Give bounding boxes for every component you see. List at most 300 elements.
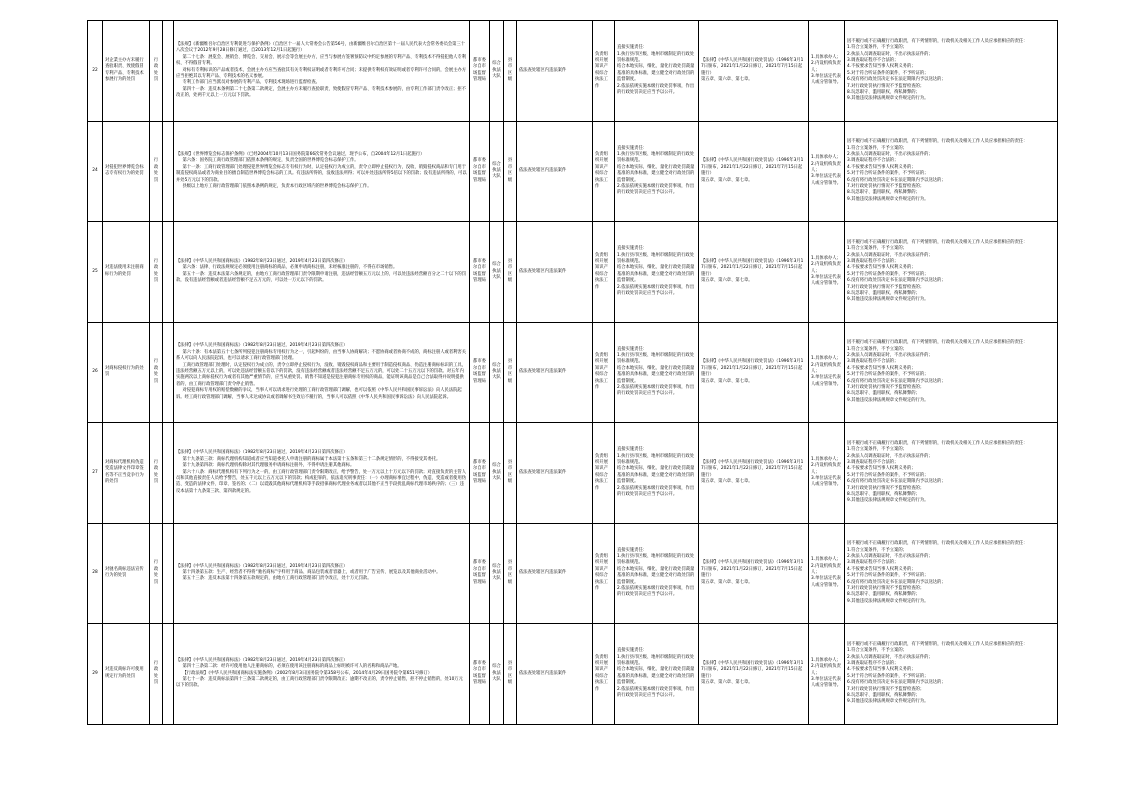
responsibility-cell (615, 322, 699, 423)
accountability-cell (809, 624, 845, 725)
text-line: 直接实施责任： (617, 45, 648, 51)
object-cell (517, 523, 593, 624)
subject-cell (470, 322, 490, 423)
text-line: 第四十一条：违反本条例第二十七条第二款规定，会展主办方未履行查验职责，致使假冒专利产品、专利技术参展的，由专利工作部门责令改正；拒不改正的，处两千元以上一万元以下罚款。 (176, 86, 467, 99)
text-line: 6.没有将行政处罚决定书在法定期限内予以送达的； (847, 278, 946, 284)
text-line: 5.对于符合听证条件的案件，不予听证的； (847, 171, 929, 177)
text-line: 对标有专利标识的产品或者技术，会展主办方应当查验其有关专利权证明或者专利许可合同；未提供专利权有效证明或者专利许可合同的，会展主办方应当拒绝其以专利产品、专利技术的名义参展。 (176, 67, 467, 79)
category-cell (150, 624, 163, 725)
fault-cell (845, 21, 1058, 122)
legal-basis-text (176, 259, 467, 285)
table-row (88, 624, 1058, 725)
subject-cell (470, 21, 490, 122)
text-line: 第五十一条：违反本法第六条规定的，由地方工商行政管理部门责令限期申请注册，违法经营额五万元以上的，可以处违法经营额百分之二十以下的罚款，没有违法经营额或者违法经营额不足五万元的，可以处一万元以下的罚款。 (176, 271, 467, 284)
row-number: 24 (92, 168, 98, 174)
text-line: 因不履行或不正确履行行政职责，有下列情形的，行政机关及相关工作人员应承担相应的责任： (847, 440, 1028, 446)
text-line: 5.对于符合听证条件的案件，不予听证的； (847, 372, 929, 378)
exercise-level: 县市区级 (507, 258, 513, 284)
fault-cell (845, 523, 1058, 624)
row-number-cell (88, 222, 103, 323)
text-line: 2.执法人员调查取证时，不出示执法证件的； (847, 554, 933, 560)
text-line: 1.符合立案条件，不予立案的； (847, 648, 907, 654)
text-line: 直接实施责任： (617, 547, 648, 553)
subject-cell (470, 423, 490, 524)
text-line: 结合本地实际，细化、量化行政处罚裁量基准的具体标准，建立健全对行政处罚的监督制度。 (617, 365, 695, 384)
spacer-cell (163, 523, 174, 624)
text-line: 2.执法人员调查取证时，不出示执法证件的； (847, 453, 933, 459)
table-row (88, 423, 1058, 524)
text-line: 结合本地实际，细化、量化行政处罚裁量基准的具体标准，建立健全对行政处罚的监督制度。 (617, 566, 695, 585)
text-line: 2.执法人员调查取证时，不出示执法证件的； (847, 252, 933, 258)
category-cell (150, 523, 163, 624)
text-line: 6.没有将行政处罚决定书在法定期限内予以送达的； (847, 479, 946, 485)
table-row (88, 523, 1058, 624)
fault-text (847, 240, 1055, 304)
unit-cell (490, 322, 504, 423)
exercise-content: 依法查处辖区内违法案件 (519, 469, 567, 475)
text-line: 第五章、第六章、第七章。 (701, 378, 753, 384)
responsible-dept: 负责组织开展知识产权综合执法工作 (595, 554, 608, 592)
text-line: 4.不按要求告知当事人权利义务的； (847, 667, 916, 673)
responsibility-basis-text (701, 359, 806, 385)
text-line: 2.执法人员调查取证时，不出示执法证件的； (847, 353, 933, 359)
responsibility-basis-cell (699, 21, 809, 122)
responsibility-basis-cell (699, 322, 809, 423)
text-line: 3.调查取证程序不合法的； (847, 459, 899, 465)
text-line: 7.对行政处罚执行情况不予监督检查的； (847, 385, 925, 391)
item-name-cell (103, 222, 150, 323)
text-line: 第五章、第六章、第七章。 (701, 177, 753, 183)
fault-text (847, 340, 1055, 404)
text-line: 2.依法依规实施本级行政处罚事项，作出的行政处罚决定应当予以公开。 (617, 385, 695, 397)
text-line: 第五章、第六章、第七章。 (701, 579, 753, 585)
category-cell (150, 121, 163, 222)
text-line: 第四十三条第二款：经许可使用他人注册商标的，必须在使用该注册商标的商品上标明被许可人的名称和商品产地。 (182, 664, 402, 670)
text-line: 1.具体承办人； (811, 557, 841, 563)
row-number-cell (88, 523, 103, 624)
text-line: 【法律】《中华人民共和国商标法》（1982年8月23日通过，2019年4月23日第四次修正） (176, 563, 348, 569)
accountability-cell (809, 423, 845, 524)
text-line: 5.对于符合听证条件的案件，不予听证的； (847, 573, 929, 579)
category-cell (150, 423, 163, 524)
category-cell (150, 222, 163, 323)
text-line: 3.单位法定代表人或分管领导。 (811, 274, 842, 287)
level-cell (504, 322, 517, 423)
text-line: 专利工作部门应当派员对参展的专利产品、专利技术现场进行监督检查。 (182, 80, 320, 86)
text-line: 1.符合立案条件，不予立案的； (847, 145, 907, 151)
legal-basis-cell (174, 21, 470, 122)
fault-text (847, 441, 1055, 505)
row-number-cell (88, 121, 103, 222)
text-line: 8.玩忽职守、滥用职权、徇私舞弊的； (847, 391, 920, 397)
text-line: 6.没有将行政处罚决定书在法定期限内予以送达的； (847, 680, 946, 686)
text-line: 7.对行政处罚执行情况不予监督检查的； (847, 485, 925, 491)
category: 行政处罚 (153, 158, 159, 183)
text-line: 5.对于符合听证条件的案件，不予听证的； (847, 472, 929, 478)
text-line: 1.执行县市区级、地州市级制定的行政处罚标准规范。 (617, 453, 695, 465)
text-line: 4.不按要求告知当事人权利义务的； (847, 566, 916, 572)
responsibility-basis-cell (699, 121, 809, 222)
text-line: 结合本地实际，细化、量化行政处罚裁量基准的具体标准，建立健全对行政处罚的监督制度。 (617, 164, 695, 183)
responsibility-text (617, 347, 696, 398)
responsibility-text (617, 648, 696, 699)
text-line: 8.玩忽职守、滥用职权、徇私舞弊的； (847, 290, 920, 296)
text-line: 3.调查取证程序不合法的； (847, 560, 899, 566)
text-line: 【法律】《中华人民共和国行政处罚法》（1996年3月17日颁布，2021年1月22日修订，2021年7月15日起施行） (701, 560, 804, 579)
text-line: 7.对行政处罚执行情况不予监督检查的； (847, 686, 925, 692)
text-line: 第十四条第五款：生产、经营者不得将“驰名商标”字样用于商品、商品包装或者容器上，或者用于广告宣传、展览以及其他商业活动中。 (182, 570, 441, 576)
item-name: 对驰名商标违法宣传行为的处罚 (105, 566, 144, 579)
text-line: 结合本地实际，细化、量化行政处罚裁量基准的具体标准，建立健全对行政处罚的监督制度。 (617, 667, 695, 686)
responsibility-cell (615, 121, 699, 222)
unit-cell (490, 523, 504, 624)
text-line: 1.执行县市区级、地州市级制定的行政处罚标准规范。 (617, 51, 695, 63)
exercise-content: 依法查处辖区内违法案件 (519, 168, 567, 174)
exercise-level: 县市区级 (507, 660, 513, 686)
implementing-subject: 都市委尔自市场监督管理局 (473, 57, 486, 83)
text-line: 2.内设机构负责人； (811, 61, 841, 73)
text-line: 【法律】《中华人民共和国商标法》（1982年8月23日通过，2019年4月23日第四次修正） (176, 343, 348, 349)
category: 行政处罚 (153, 560, 159, 585)
category: 行政处罚 (153, 660, 159, 686)
dept-cell (593, 423, 615, 524)
responsibility-basis-text (701, 661, 806, 687)
text-line: 【法规】《世界博览会标志保护条例》（已经2004年10月13日国务院第66次常务会议通过，现予公布，自2004年12月1日起施行） (176, 152, 425, 158)
text-line: 1.具体承办人； (811, 456, 841, 462)
unit-cell (490, 624, 504, 725)
accountability-cell (809, 523, 845, 624)
text-line: 3.单位法定代表人或分管领导。 (811, 174, 842, 186)
text-line: 【法律】《中华人民共和国行政处罚法》（1996年3月17日颁布，2021年1月22日修订，2021年7月15日起施行） (701, 258, 804, 277)
unit-cell (490, 423, 504, 524)
text-line: 第十九条第三款：商标代理机构知道或者应当知道委托人申请注册的商标属于本法第十五条和第三十二条规定情形的，不得接受其委托。 (182, 456, 441, 462)
responsible-dept: 负责组织开展知识产权综合执法工作 (595, 654, 608, 692)
text-line: 2.内设机构负责人； (811, 161, 841, 174)
legal-basis-cell (174, 423, 470, 524)
text-line: 4.不按要求告知当事人权利义务的； (847, 466, 916, 472)
text-line: 9.其他违反法律法规规章文件规定的行为。 (847, 397, 929, 403)
text-line: 3.调查取证程序不合法的； (847, 359, 899, 365)
responsibility-basis-cell (699, 222, 809, 323)
text-line: 【法律】《中华人民共和国行政处罚法》（1996年3月17日颁布，2021年1月22日修订，2021年7月15日起施行） (701, 57, 804, 76)
responsibility-basis-text (701, 259, 806, 285)
implementing-unit: 综合执法大队 (492, 664, 501, 682)
item-name: 对企業主办方未履行查验职责、致使假冒专利产品、专利技术参展行为的处罚 (105, 57, 144, 83)
category-cell (150, 21, 163, 122)
text-line: 2.依法依规实施本级行政处罚事项，作出的行政处罚决定应当予以公开。 (617, 586, 695, 598)
text-line: 1.执行县市区级、地州市级制定的行政处罚标准规范。 (617, 252, 695, 264)
row-number: 25 (92, 268, 98, 274)
fault-cell (845, 624, 1058, 725)
legal-basis-text (176, 343, 467, 401)
legal-basis-text (176, 658, 467, 690)
implementing-unit: 综合执法大队 (492, 61, 501, 79)
legal-basis-text (176, 152, 467, 190)
text-line: 8.玩忽职守、滥用职权、徇私舞弊的； (847, 89, 920, 95)
accountability-text (811, 55, 842, 87)
responsibility-cell (615, 423, 699, 524)
object-cell (517, 322, 593, 423)
category: 行政处罚 (153, 57, 159, 83)
text-line: 3.调查取证程序不合法的； (847, 258, 899, 264)
text-line: 【行政法规】《中华人民共和国商标法实施条例》（2002年8月3日国务院令第358号公布，2014年4月29日国务院令第651号修订） (182, 670, 433, 676)
text-line: 6.没有将行政处罚决定书在法定期限内予以送达的； (847, 579, 946, 585)
text-line: 6.没有将行政处罚决定书在法定期限内予以送达的； (847, 177, 946, 183)
implementing-subject: 都市委尔自市场监督管理局 (473, 560, 486, 585)
object-cell (517, 21, 593, 122)
text-line: 4.不按要求告知当事人权利义务的； (847, 365, 916, 371)
exercise-content: 依法查处辖区内违法案件 (519, 67, 567, 73)
exercise-level: 县市区级 (507, 560, 513, 585)
text-line: 第五章、第六章、第七章。 (701, 77, 753, 83)
text-line: 2.依法依规实施本级行政处罚事项，作出的行政处罚决定应当予以公开。 (617, 184, 695, 196)
text-line: 第七十一条：违反商标法第四十三条第二款规定的，由工商行政管理部门责令限期改正；逾期不改正的，责令停止销售，拒不停止销售的，处10万元以下的罚款。 (176, 676, 463, 689)
text-line: 1.具体承办人； (811, 155, 841, 161)
text-line: 7.对行政处罚执行情况不予监督检查的； (847, 586, 925, 592)
dept-cell (593, 322, 615, 423)
text-line: 1.符合立案条件，不予立案的； (847, 547, 907, 553)
item-name-cell (103, 21, 150, 122)
spacer-cell (163, 222, 174, 323)
item-name: 对商标侵权行为的处罚 (105, 365, 144, 378)
category: 行政处罚 (153, 459, 159, 485)
item-name-cell (103, 423, 150, 524)
text-line: 结合本地实际，细化、量化行政处罚裁量基准的具体标准，建立健全对行政处罚的监督制度。 (617, 265, 695, 284)
row-number: 29 (92, 670, 98, 676)
subject-cell (470, 222, 490, 323)
text-line: 3.单位法定代表人或分管领导。 (811, 73, 842, 86)
text-line: 7.对行政处罚执行情况不予监督检查的； (847, 284, 925, 290)
implementing-unit: 综合执法大队 (492, 563, 501, 582)
unit-cell (490, 121, 504, 222)
text-line: 4.不按要求告知当事人权利义务的； (847, 164, 916, 170)
responsibility-text (617, 45, 696, 96)
accountability-text (811, 557, 842, 589)
text-line: 因不履行或不正确履行行政职责，有下列情形的，行政机关及相关工作人员应承担相应的责任： (847, 340, 1028, 346)
category-cell (150, 322, 163, 423)
accountability-text (811, 256, 842, 288)
accountability-text (811, 658, 842, 690)
text-line: 直接实施责任： (617, 246, 648, 252)
text-line: 【法律】《中华人民共和国商标法》（1982年8月23日通过，2019年4月23日第四次修正） (176, 657, 348, 663)
implementing-subject: 都市委尔自市场监督管理局 (473, 158, 486, 183)
text-line: 7.对行政处罚执行情况不予监督检查的； (847, 83, 925, 89)
unit-cell (490, 222, 504, 323)
text-line: 因不履行或不正确履行行政职责，有下列情形的，行政机关及相关工作人员应承担相应的责任： (847, 239, 1028, 245)
item-name: 对违法使用未注册商标行为的处罚 (105, 265, 144, 277)
implementing-subject: 都市委尔自市场监督管理局 (473, 660, 486, 686)
dept-cell (593, 121, 615, 222)
responsibility-cell (615, 523, 699, 624)
legal-basis-text (176, 42, 467, 100)
text-line: 2.内设机构负责人； (811, 362, 841, 375)
row-number-cell (88, 423, 103, 524)
text-line: 9.其他违反法律法规规章文件规定的行为。 (847, 598, 929, 604)
dept-cell (593, 222, 615, 323)
responsibility-text (617, 447, 696, 498)
legal-basis-cell (174, 222, 470, 323)
text-line: 9.其他违反法律法规规章文件规定的行为。 (847, 196, 929, 202)
text-line: 3.单位法定代表人或分管领导。 (811, 375, 842, 387)
text-line: 2.依法依规实施本级行政处罚事项，作出的行政处罚决定应当予以公开。 (617, 485, 695, 497)
text-line: 6.没有将行政处罚决定书在法定期限内予以送达的； (847, 378, 946, 384)
text-line: 6.没有将行政处罚决定书在法定期限内予以送达的； (847, 77, 946, 83)
table-row (88, 222, 1058, 323)
responsibility-text (617, 548, 696, 599)
text-line: 【法规】《新疆维吾尔自治区专利促进与保护条例》（自治区十一届人大常委会公告第56号，由新疆维吾尔自治区第十一届人民代表大会常务委员会第三十八次会议于2012年9月28日修订通过，自2013年12月1日起施行） (176, 41, 466, 54)
text-line: 第六十条：有本法第五十七条所列侵犯注册商标专用权行为之一，引起纠纷的，由当事人协商解决；不愿协商或者协商不成的，商标注册人或者利害关系人可以向人民法院起诉，也可以请求工商行政管理部门处理。 (176, 349, 467, 362)
spacer-cell (163, 21, 174, 122)
exercise-level: 县市区级 (507, 459, 513, 485)
responsibility-basis-text (701, 560, 806, 586)
text-line: 9.其他违反法律法规规章文件规定的行为。 (847, 96, 929, 102)
text-line: 1.执行县市区级、地州市级制定的行政处罚标准规范。 (617, 554, 695, 566)
category: 行政处罚 (153, 359, 159, 384)
exercise-level: 县市区级 (507, 57, 513, 83)
text-line: 【法律】《中华人民共和国行政处罚法》（1996年3月17日颁布，2021年1月22日修订，2021年7月15日起施行） (701, 359, 804, 378)
responsibility-cell (615, 624, 699, 725)
level-cell (504, 222, 517, 323)
legal-basis-text (176, 450, 467, 495)
responsible-dept: 负责组织开展知识产权综合执法工作 (595, 152, 608, 190)
text-line: 结合本地实际，细化、量化行政处罚裁量基准的具体标准，建立健全对行政处罚的监督制度。 (617, 64, 695, 83)
subject-cell (470, 523, 490, 624)
spacer-cell (163, 624, 174, 725)
text-line: 1.执行县市区级、地州市级制定的行政处罚标准规范。 (617, 152, 695, 164)
text-line: 9.其他违反法律法规规章文件规定的行为。 (847, 699, 929, 705)
item-name: 对违反商标许可使用规定行为的处罚 (105, 667, 144, 679)
row-number: 27 (92, 469, 98, 475)
fault-cell (845, 322, 1058, 423)
implementing-subject: 都市委尔自市场监督管理局 (473, 359, 486, 384)
level-cell (504, 121, 517, 222)
exercise-level: 县市区级 (507, 158, 513, 183)
text-line: 2.内设机构负责人； (811, 463, 841, 475)
text-line: 【法律】《中华人民共和国商标法》（1982年8月23日通过，2019年4月23日第四次修正） (176, 258, 348, 264)
text-line: 5.对于符合听证条件的案件，不予听证的； (847, 673, 929, 679)
responsible-dept: 负责组织开展知识产权综合执法工作 (595, 252, 608, 290)
table-row (88, 322, 1058, 423)
accountability-text (811, 356, 842, 388)
text-line: 因不履行或不正确履行行政职责，有下列情形的，行政机关及相关工作人员应承担相应的责任： (847, 139, 1028, 145)
text-line: 【法律】《中华人民共和国行政处罚法》（1996年3月17日颁布，2021年1月22日修订，2021年7月15日起施行） (701, 158, 804, 177)
text-line: 第六条：国务院工商行政管理部门依照本条例的规定，负责全国的世界博览会标志保护工作。 (182, 158, 359, 164)
spacer-cell (163, 322, 174, 423)
implementing-subject: 都市委尔自市场监督管理局 (473, 459, 486, 485)
subject-cell (470, 121, 490, 222)
text-line: 8.玩忽职守、滥用职权、徇私舞弊的； (847, 190, 920, 196)
text-line: 第六十八条：商标代理机构有下列行为之一的，由工商行政管理部门责令限期改正，给予警告，处一万元以上十万元以下的罚款；对直接负责的主管人员和其他直接责任人员给予警告，处五千元以上五万元以下的罚款；构成犯罪的，依法追究刑事责任：（一）办理商标事宜过程中，伪造、变造或者使用伪造、变造的法律文件、印章、签名的；（二）以诋毁其他商标代理机构等手段招徕商标代理业务或者以其他不正当手段扰乱商标代理市场秩序的；（三）违反本法第十九条第三款、第四款规定的。 (176, 469, 467, 494)
dept-cell (593, 21, 615, 122)
fault-cell (845, 423, 1058, 524)
item-name-cell (103, 121, 150, 222)
text-line: 3.调查取证程序不合法的； (847, 158, 899, 164)
legal-basis-text (176, 564, 467, 583)
implementing-unit: 综合执法大队 (492, 463, 501, 481)
text-line: 1.具体承办人； (811, 356, 841, 362)
text-line: 【法律】《中华人民共和国行政处罚法》（1996年3月17日颁布，2021年1月22日修订，2021年7月15日起施行） (701, 660, 804, 679)
responsibility-text (617, 246, 696, 297)
responsibility-basis-cell (699, 423, 809, 524)
text-line: 1.符合立案条件，不予立案的； (847, 246, 907, 252)
implementing-unit: 综合执法大队 (492, 161, 501, 180)
power-list-table (87, 20, 1058, 725)
text-line: 工商行政管理部门处理时，认定侵权行为成立的，责令立即停止侵权行为，没收、销毁侵权商品和主要用于制造侵权商品、伪造注册商标标识的工具，违法经营额五万元以上的，可以处违法经营额五倍以下的罚款，没有违法经营额或者违法经营额不足五万元的，可以处二十五万元以下的罚款。对五年内实施两次以上商标侵权行为或者有其他严重情节的，应当从重处罚。销售不知道是侵犯注册商标专用权的商品，能证明该商品是自己合法取得并说明提供者的，由工商行政管理部门责令停止销售。 (176, 362, 467, 387)
text-line: 第六条：法律、行政法规规定必须使用注册商标的商品，必须申请商标注册，未经核准注册的，不得在市场销售。 (182, 265, 398, 271)
item-name: 对侵犯世界博览会标志专有权行为的处罚 (105, 164, 144, 177)
fault-cell (845, 121, 1058, 222)
item-name-cell (103, 322, 150, 423)
legal-basis-cell (174, 121, 470, 222)
text-line: 1.执行县市区级、地州市级制定的行政处罚标准规范。 (617, 353, 695, 365)
text-line: 4.不按要求告知当事人权利义务的； (847, 64, 916, 70)
table-body (88, 21, 1058, 725)
legal-basis-cell (174, 322, 470, 423)
level-cell (504, 624, 517, 725)
text-line: 直接实施责任： (617, 648, 648, 654)
text-line: 5.对于符合听证条件的案件，不予听证的； (847, 70, 929, 76)
fault-text (847, 541, 1055, 605)
implementing-unit: 综合执法大队 (492, 262, 501, 280)
text-line: 5.对于符合听证条件的案件，不予听证的； (847, 271, 929, 277)
responsible-dept: 负责组织开展知识产权综合执法工作 (595, 51, 608, 89)
text-line: 第二十七条：展览会、展销会、博览会、交易会、展示会等会展主办方，应当与参展方签署预防议中约定参展的专利产品、专利技术不得侵犯他人专利权、不得假冒专利。 (176, 54, 467, 67)
implementing-subject: 都市委尔自市场监督管理局 (473, 258, 486, 284)
text-line: 2.内设机构负责人； (811, 563, 841, 576)
text-line: 直接实施责任： (617, 447, 648, 453)
text-line: 3.调查取证程序不合法的； (847, 57, 899, 63)
accountability-text (811, 155, 842, 187)
legal-basis-cell (174, 624, 470, 725)
exercise-content: 依法查处辖区内违法案件 (519, 670, 567, 676)
item-name-cell (103, 624, 150, 725)
row-number-cell (88, 624, 103, 725)
text-line: 结合本地实际，细化、量化行政处罚裁量基准的具体标准，建立健全对行政处罚的监督制度。 (617, 466, 695, 485)
responsibility-basis-text (701, 460, 806, 486)
legal-basis-cell (174, 523, 470, 624)
text-line: 3.单位法定代表人或分管领导。 (811, 475, 842, 488)
object-cell (517, 121, 593, 222)
text-line: 2.内设机构负责人； (811, 664, 841, 676)
text-line: 第十九条第四款：商标代理机构除对其代理服务申请商标注册外，不得申请注册其他商标。 (182, 463, 355, 469)
accountability-cell (809, 322, 845, 423)
unit-cell (490, 21, 504, 122)
exercise-content: 依法查处辖区内违法案件 (519, 268, 567, 274)
text-line: 直接实施责任： (617, 145, 648, 151)
text-line: 3.调查取证程序不合法的； (847, 660, 899, 666)
fault-text (847, 39, 1055, 103)
text-line: 因不履行或不正确履行行政职责，有下列情形的，行政机关及相关工作人员应承担相应的责任： (847, 541, 1028, 547)
text-line: 2.执法人员调查取证时，不出示执法证件的； (847, 152, 933, 158)
text-line: 第五十三条：违反本法第十四条第五款规定的，由地方工商行政管理部门责令改正，处十万元罚款。 (182, 576, 372, 582)
text-line: 4.不按要求告知当事人权利义务的； (847, 265, 916, 271)
accountability-text (811, 457, 842, 489)
text-line: 【法律】《中华人民共和国行政处罚法》（1996年3月17日颁布，2021年1月22日修订，2021年7月15日起施行） (701, 459, 804, 478)
fault-text (847, 139, 1055, 203)
row-number: 26 (92, 369, 98, 375)
row-number-cell (88, 322, 103, 423)
responsibility-basis-text (701, 158, 806, 184)
exercise-content: 依法查处辖区内违法案件 (519, 570, 567, 576)
text-line: 直接实施责任： (617, 346, 648, 352)
text-line: 2.执法人员调查取证时，不出示执法证件的； (847, 654, 933, 660)
text-line: 2.依法依规实施本级行政处罚事项，作出的行政处罚决定应当予以公开。 (617, 83, 695, 95)
text-line: 第五章、第六章、第七章。 (701, 680, 753, 686)
responsibility-cell (615, 21, 699, 122)
text-line: 9.其他违反法律法规规章文件规定的行为。 (847, 297, 929, 303)
responsible-dept: 负责组织开展知识产权综合执法工作 (595, 453, 608, 491)
accountability-cell (809, 121, 845, 222)
